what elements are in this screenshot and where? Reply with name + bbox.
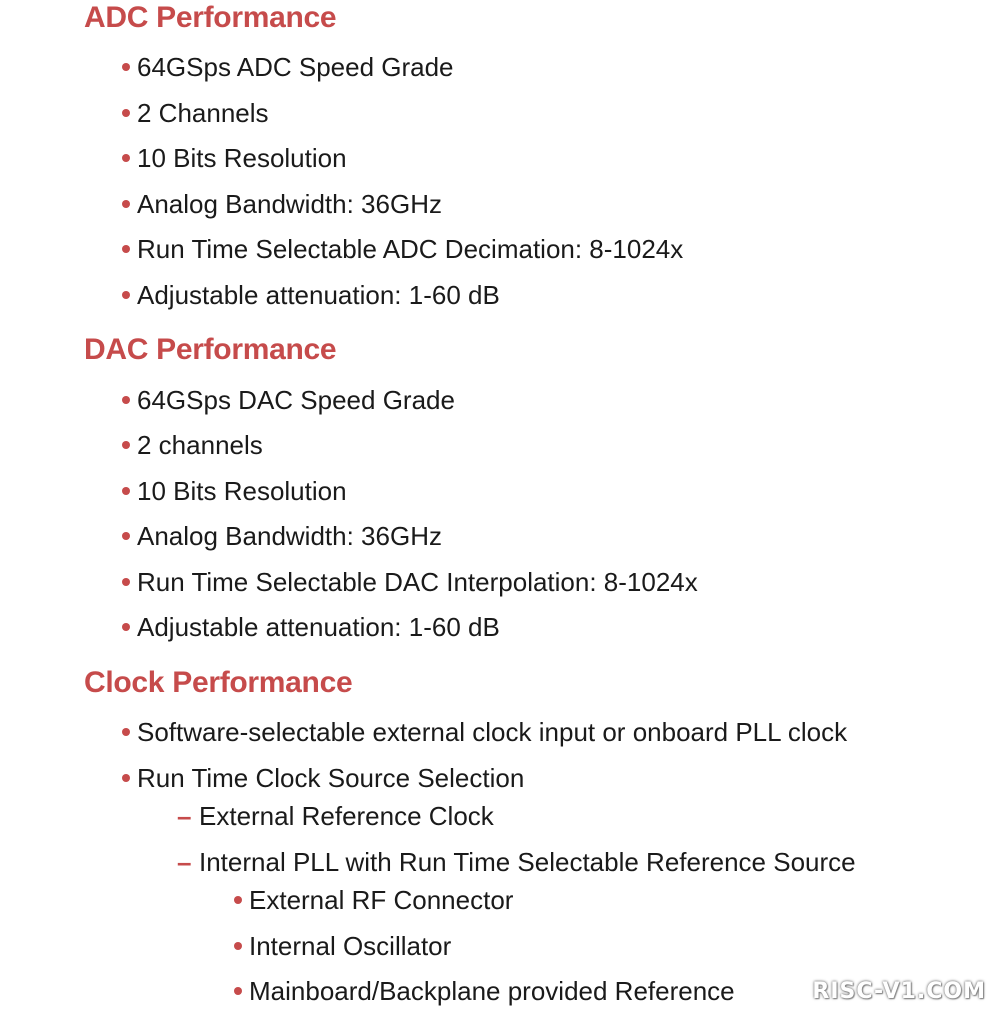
list-item-text: 64GSps DAC Speed Grade bbox=[137, 385, 455, 415]
sub-list-item bbox=[177, 847, 856, 877]
bullet-icon bbox=[122, 396, 130, 404]
list-item-text: Analog Bandwidth: 36GHz bbox=[137, 189, 442, 219]
list-item-text: 64GSps ADC Speed Grade bbox=[137, 52, 454, 82]
bullet-icon bbox=[122, 623, 130, 631]
list-item bbox=[122, 280, 500, 310]
list-item bbox=[122, 521, 442, 551]
list-item-text: External Reference Clock bbox=[199, 801, 494, 831]
sub-sub-list-item bbox=[234, 885, 513, 915]
list-item bbox=[122, 763, 524, 793]
bullet-icon bbox=[122, 109, 130, 117]
list-item-text: Software-selectable external clock input or onboard PLL clock bbox=[137, 717, 848, 747]
bullet-icon bbox=[122, 441, 130, 449]
bullet-icon bbox=[122, 200, 130, 208]
adc-section-title: ADC Performance bbox=[84, 1, 337, 34]
list-item bbox=[122, 385, 455, 415]
list-item bbox=[122, 476, 347, 506]
list-item bbox=[122, 612, 500, 642]
bullet-icon bbox=[234, 987, 242, 995]
list-item bbox=[122, 143, 347, 173]
sub-sub-list-item bbox=[234, 931, 451, 961]
clock-section-title: Clock Performance bbox=[84, 666, 353, 699]
bullet-icon bbox=[122, 774, 130, 782]
list-item bbox=[122, 430, 263, 460]
bullet-icon bbox=[122, 245, 130, 253]
list-item-text: 10 Bits Resolution bbox=[137, 143, 347, 173]
list-item-text: External RF Connector bbox=[249, 885, 514, 915]
list-item-text: Adjustable attenuation: 1-60 dB bbox=[137, 280, 500, 310]
list-item bbox=[122, 717, 847, 747]
list-item bbox=[122, 52, 454, 82]
bullet-icon bbox=[122, 63, 130, 71]
bullet-icon bbox=[122, 487, 130, 495]
bullet-icon bbox=[122, 154, 130, 162]
bullet-icon bbox=[234, 896, 242, 904]
list-item bbox=[122, 189, 442, 219]
list-item-text: Run Time Clock Source Selection bbox=[137, 763, 525, 793]
list-item bbox=[122, 98, 269, 128]
bullet-icon bbox=[234, 942, 242, 950]
list-item-text: Run Time Selectable DAC Interpolation: 8-1024x bbox=[137, 567, 698, 597]
watermark: RISC-V1.COM bbox=[812, 979, 986, 1004]
bullet-icon bbox=[122, 532, 130, 540]
list-item-text: Mainboard/Backplane provided Reference bbox=[249, 976, 735, 1006]
list-item-text: 2 channels bbox=[137, 430, 263, 460]
list-item bbox=[122, 234, 683, 264]
bullet-icon bbox=[122, 291, 130, 299]
sub-list-item bbox=[177, 801, 494, 831]
dash-icon: – bbox=[177, 801, 192, 831]
list-item-text: Internal PLL with Run Time Selectable Reference Source bbox=[199, 847, 856, 877]
list-item-text: 10 Bits Resolution bbox=[137, 476, 347, 506]
list-item-text: 2 Channels bbox=[137, 98, 269, 128]
list-item-text: Run Time Selectable ADC Decimation: 8-1024x bbox=[137, 234, 684, 264]
list-item-text: Adjustable attenuation: 1-60 dB bbox=[137, 612, 500, 642]
list-item bbox=[122, 567, 698, 597]
list-item-text: Internal Oscillator bbox=[249, 931, 452, 961]
sub-sub-list-item bbox=[234, 976, 735, 1006]
bullet-icon bbox=[122, 578, 130, 586]
dash-icon: – bbox=[177, 847, 192, 877]
list-item-text: Analog Bandwidth: 36GHz bbox=[137, 521, 442, 551]
dac-section-title: DAC Performance bbox=[84, 333, 337, 366]
bullet-icon bbox=[122, 728, 130, 736]
